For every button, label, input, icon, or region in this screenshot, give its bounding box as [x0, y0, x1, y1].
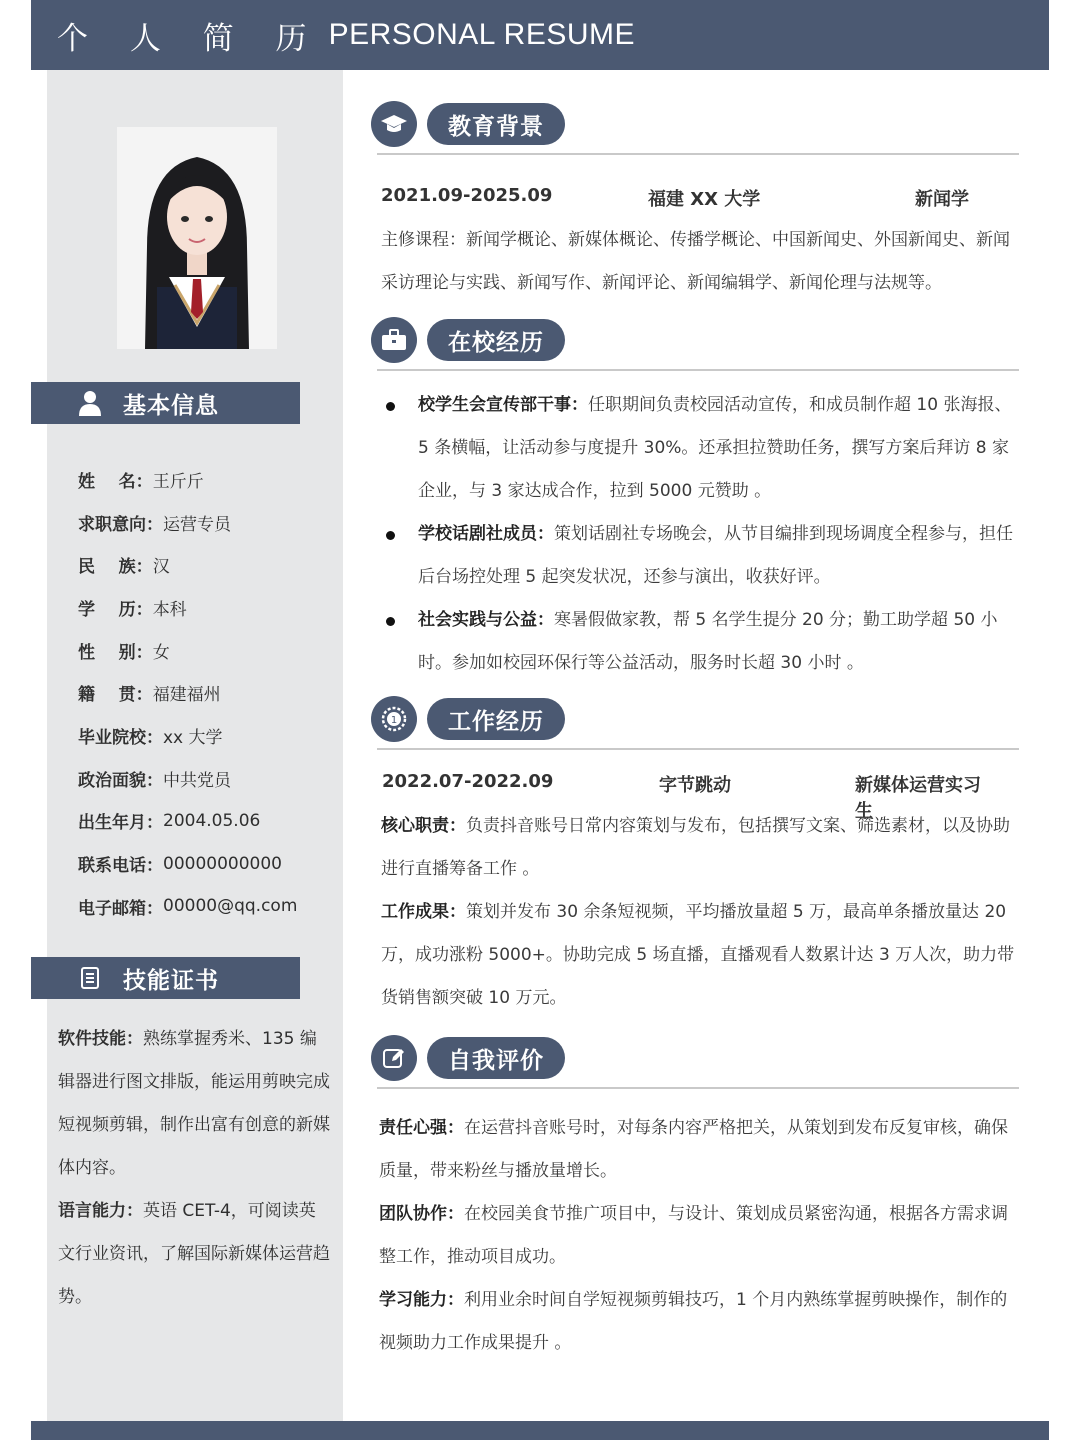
info-label: 籍 贯： [78, 685, 153, 706]
resume-title-en: PERSONAL RESUME [328, 18, 636, 51]
work-duty-label: 核心职责： [381, 816, 466, 836]
skills-list [58, 1018, 332, 1319]
campus-item [381, 599, 1021, 685]
education-school: 福建 XX 大学 [648, 189, 761, 210]
bullet-dot [386, 617, 395, 626]
resume-footer-bar [31, 1421, 1049, 1440]
info-row-phone [78, 842, 338, 885]
briefcase-icon [371, 317, 417, 363]
education-period: 2021.09-2025.09 [381, 185, 553, 206]
resume-header [31, 0, 1049, 70]
skill-label: 语言能力： [58, 1201, 143, 1221]
svg-text:1: 1 [390, 715, 398, 726]
campus-item-text: 任职期间负责校园活动宣传，和成员制作超 10 张海报、5 条横幅，让活动参与度提升 30%。还承担拉赞助任务，撰写方案后拜访 8 家企业，与 3 家达成合作，拉到 5000 元赞助 。 [418, 395, 1012, 501]
info-row-degree [78, 586, 338, 629]
info-value: 中共党员 [163, 770, 231, 791]
info-value: 00000000000 [163, 853, 282, 874]
info-row-school [78, 714, 338, 757]
skills-title: 技能证书 [123, 967, 219, 994]
section-divider [377, 748, 1019, 750]
info-label: 政治面貌： [78, 770, 163, 791]
info-label: 姓 名： [78, 471, 153, 492]
info-row-ethnicity [78, 543, 338, 586]
work-result-text: 策划并发布 30 余条短视频，平均播放量超 5 万，最高单条播放量达 20 万，成功涨粉 5000+。协助完成 5 场直播，直播观看人数累计达 3 万人次，助力带货销售额突破 10 万元。 [381, 902, 1015, 1008]
work-duty [381, 805, 1021, 891]
self-item [379, 1193, 1019, 1279]
self-item-text: 在校园美食节推广项目中，与设计、策划成员紧密沟通，根据各方需求调整工作，推动项目成功。 [379, 1204, 1008, 1267]
info-value: 2004.05.06 [163, 810, 261, 831]
info-label: 电子邮箱： [78, 898, 163, 919]
resume-title-cn: 个 人 简 历 [57, 20, 323, 57]
info-value: 运营专员 [163, 514, 231, 535]
info-value: 福建福州 [152, 685, 221, 706]
basic-info-title: 基本信息 [123, 392, 219, 419]
edit-icon [371, 1035, 417, 1081]
education-major: 新闻学 [915, 189, 969, 210]
skill-text: 英语 CET-4，可阅读英文行业资讯，了解国际新媒体运营趋势。 [58, 1201, 330, 1307]
campus-item-label: 社会实践与公益： [418, 610, 554, 630]
work-result [381, 891, 1021, 1020]
work-title: 工作经历 [427, 698, 565, 740]
self-item-text: 利用业余时间自学短视频剪辑技巧，1 个月内熟练掌握剪映操作，制作的视频助力工作成果提升 。 [379, 1290, 1008, 1353]
info-value: 00000@qq.com [163, 896, 298, 917]
info-row-birth [78, 800, 338, 843]
self-item [379, 1107, 1019, 1193]
section-divider [377, 1087, 1019, 1089]
campus-item-label: 学校话剧社成员： [418, 524, 554, 544]
education-title: 教育背景 [427, 103, 565, 145]
info-label: 性 别： [78, 642, 153, 663]
education-courses: 主修课程：新闻学概论、新媒体概论、传播学概论、中国新闻史、外国新闻史、新闻采访理论与实践、新闻写作、新闻评论、新闻编辑学、新闻伦理与法规等。 [381, 230, 1010, 293]
info-label: 求职意向： [78, 514, 163, 535]
work-duty-text: 负责抖音账号日常内容策划与发布，包括撰写文案、筛选素材，以及协助进行直播筹备工作 。 [381, 816, 1010, 879]
work-company: 字节跳动 [659, 775, 731, 796]
campus-title: 在校经历 [427, 319, 565, 361]
basic-info-list [78, 458, 338, 928]
work-section-header [371, 696, 1021, 748]
info-row-hometown [78, 671, 338, 714]
work-row [381, 771, 991, 822]
info-value: 女 [152, 642, 170, 663]
skill-item [58, 1018, 332, 1190]
info-value: xx 大学 [163, 727, 223, 748]
self-item [379, 1279, 1019, 1365]
campus-item-label: 校学生会宣传部干事： [418, 395, 588, 415]
info-row-name [78, 458, 338, 501]
skill-item [58, 1190, 332, 1319]
self-section-header [371, 1035, 1021, 1087]
campus-list [381, 384, 1021, 685]
self-item-label: 团队协作： [379, 1204, 464, 1224]
self-item-text: 在运营抖音账号时，对每条内容严格把关，从策划到发布反复审核，确保质量，带来粉丝与播放量增长。 [379, 1118, 1008, 1181]
document-icon [73, 961, 107, 995]
education-row [381, 185, 991, 211]
section-divider [377, 369, 1019, 371]
info-value: 汉 [152, 557, 170, 578]
info-label: 出生年月： [78, 813, 163, 834]
graduation-cap-icon [371, 101, 417, 147]
info-label: 学 历： [78, 599, 153, 620]
campus-section-header [371, 317, 1021, 369]
campus-item [381, 384, 1021, 513]
work-period: 2022.07-2022.09 [382, 771, 554, 792]
info-value: 王斤斤 [152, 471, 204, 492]
skill-text: 熟练掌握秀米、135 编辑器进行图文排版，能运用剪映完成短视频剪辑，制作出富有创意的新媒体内容。 [58, 1029, 330, 1178]
education-section-header [371, 101, 1021, 153]
info-row-political [78, 757, 338, 800]
skills-header [31, 957, 300, 999]
campus-item-text: 寒暑假做家教，帮 5 名学生提分 20 分；勤工助学超 50 小时。参加如校园环保行等公益活动，服务时长超 30 小时 。 [418, 610, 998, 673]
info-row-objective [78, 501, 338, 544]
info-label: 毕业院校： [78, 727, 163, 748]
skill-label: 软件技能： [58, 1029, 143, 1049]
self-item-label: 责任心强： [379, 1118, 464, 1138]
self-item-label: 学习能力： [379, 1290, 464, 1310]
work-position: 新媒体运营实习生 [855, 775, 981, 822]
campus-item-text: 策划话剧社专场晚会，从节目编排到现场调度全程参与，担任后台场控处理 5 起突发状况，还参与演出，收获好评。 [418, 524, 1013, 587]
info-label: 民 族： [78, 557, 153, 578]
campus-item [381, 513, 1021, 599]
bullet-dot [386, 531, 395, 540]
medal-icon [371, 696, 417, 742]
bullet-dot [386, 402, 395, 411]
person-icon [73, 386, 107, 420]
info-row-email [78, 885, 338, 928]
info-row-gender [78, 629, 338, 672]
work-result-label: 工作成果： [381, 902, 466, 922]
basic-info-header [31, 382, 300, 424]
profile-photo [117, 127, 277, 349]
info-value: 本科 [152, 599, 187, 620]
info-label: 联系电话： [78, 856, 163, 877]
section-divider [377, 153, 1019, 155]
self-title: 自我评价 [427, 1037, 565, 1079]
